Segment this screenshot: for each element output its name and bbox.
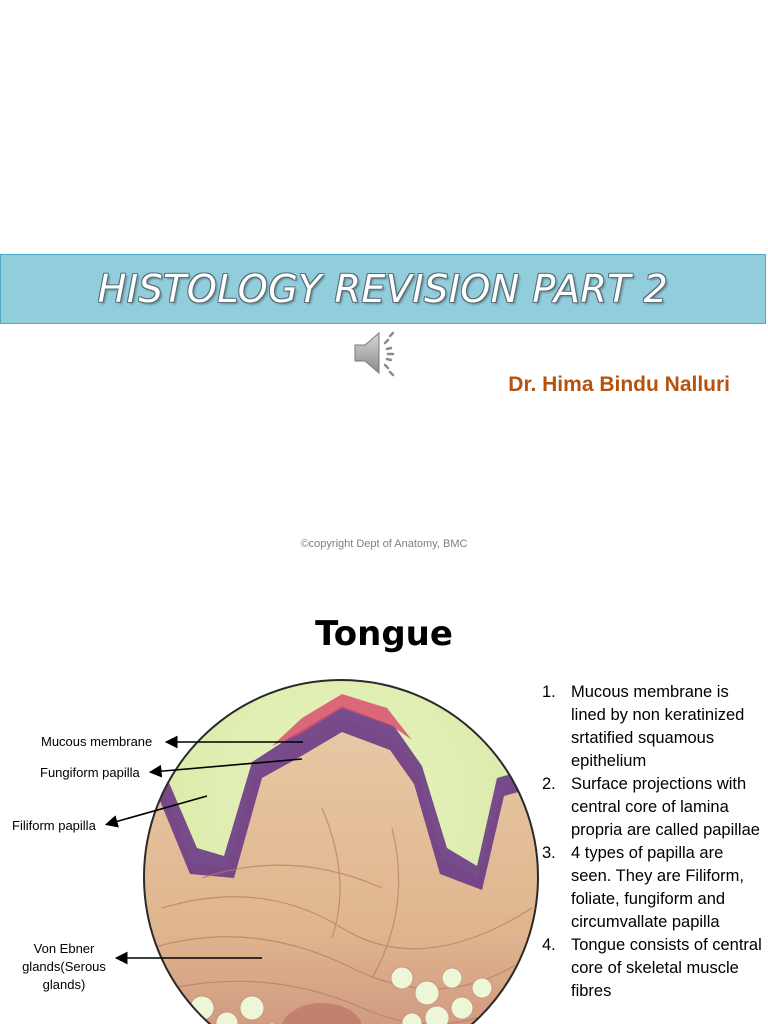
label-filiform-papilla: Filiform papilla <box>12 818 96 833</box>
label-von-ebner-line-1: Von Ebner <box>33 941 95 956</box>
author-name: Dr. Hima Bindu Nalluri <box>508 373 730 396</box>
title-banner <box>0 254 766 324</box>
list-item <box>542 773 766 842</box>
list-item-text: Mucous membrane is lined by non keratinized srtatified squamous epithelium <box>571 683 745 770</box>
list-item-number: 1. <box>542 683 556 701</box>
label-von-ebner-line-2: glands(Serous <box>22 959 106 974</box>
label-von-ebner-line-3: glands) <box>42 977 86 992</box>
copyright-notice: ©copyright Dept of Anatomy, BMC <box>300 538 468 550</box>
list-item-number: 3. <box>542 844 556 862</box>
slide-2-title: Tongue <box>315 614 453 654</box>
slide-title: HISTOLOGY REVISION PART 2 <box>97 267 669 311</box>
list-item <box>542 934 766 1003</box>
list-item-number: 4. <box>542 936 556 954</box>
slide-2 <box>0 578 768 1024</box>
label-von-ebner-glands <box>16 940 112 994</box>
tongue-micrograph <box>142 678 540 1024</box>
speaker-icon[interactable] <box>352 328 404 378</box>
list-item-text: Surface projections with central core of lamina propria are called papillae <box>571 775 760 839</box>
list-item <box>542 842 766 934</box>
list-item-number: 2. <box>542 775 556 793</box>
label-fungiform-papilla: Fungiform papilla <box>40 765 140 780</box>
list-item-text: 4 types of papilla are seen. They are Filiform, foliate, fungiform and circumvallate papilla <box>571 844 745 931</box>
list-item <box>542 681 766 773</box>
list-item-text: Tongue consists of central core of skeletal muscle fibres <box>571 936 762 1000</box>
label-mucous-membrane: Mucous membrane <box>41 734 153 749</box>
tongue-points-list <box>542 681 766 1003</box>
